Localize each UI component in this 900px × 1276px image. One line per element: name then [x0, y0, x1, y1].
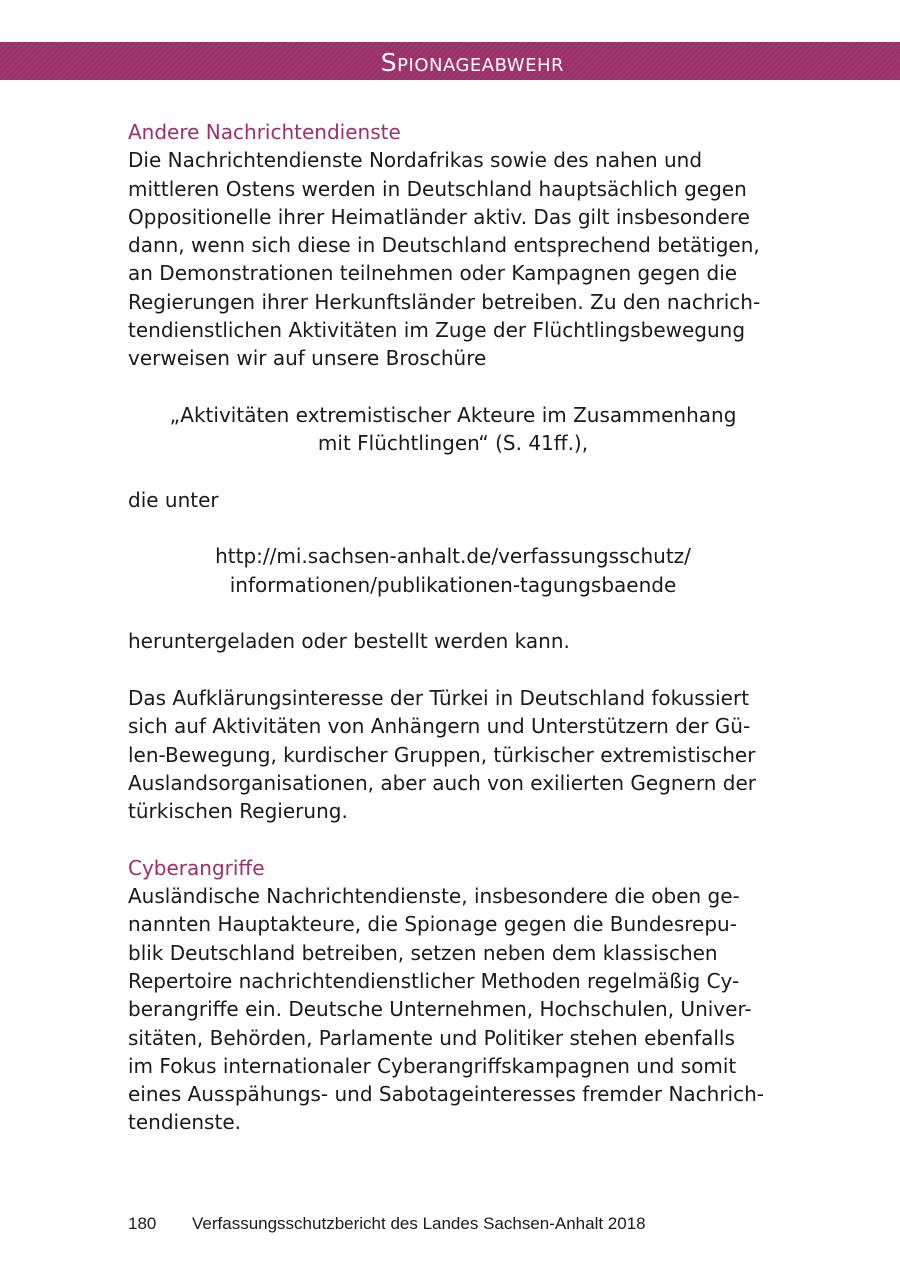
text-line: Repertoire nachrichtendienstlicher Methoden regelmäßig Cy- [128, 968, 740, 993]
publication-url[interactable] [128, 542, 778, 599]
page-body [128, 118, 778, 1137]
spacer [128, 514, 778, 542]
heading-andere-nachrichtendienste: Andere Nachrichtendienste [128, 120, 401, 144]
heading-cyberangriffe: Cyberangriffe [128, 855, 265, 880]
text-line: Regierungen ihrer Herkunftsländer betreiben. Zu den nachrich- [128, 289, 761, 314]
text-line: sitäten, Behörden, Parlamente und Politiker stehen ebenfalls [128, 1025, 735, 1050]
url-line: http://mi.sachsen-anhalt.de/verfassungsschutz/ [215, 544, 691, 569]
text-line: türkischen Regierung. [128, 799, 348, 824]
text-line: mit Flüchtlingen“ (S. 41ff.), [317, 431, 589, 456]
spacer [128, 825, 778, 853]
text-line: dann, wenn sich diese in Deutschland entsprechend betätigen, [128, 233, 760, 258]
text-line: sich auf Aktivitäten von Anhängern und Unterstützern der Gü- [128, 714, 751, 739]
text-line: an Demonstrationen teilnehmen oder Kampagnen gegen die [128, 261, 738, 286]
page-footer [128, 1213, 646, 1235]
text-line: Das Aufklärungsinteresse der Türkei in Deutschland fokussiert [128, 685, 750, 710]
text-line: im Fokus internationaler Cyberangriffskampagnen und somit [128, 1053, 737, 1078]
paragraph-nachrichtendienste-nordafrika [128, 146, 778, 372]
section-title: Spionageabwehr [380, 48, 564, 77]
spacer [128, 599, 778, 627]
paragraph-tuerkei [128, 684, 778, 825]
text-line: „Aktivitäten extremistischer Akteure im Zusammenhang [169, 402, 737, 427]
text-line: Auslandsorganisationen, aber auch von exilierten Gegnern der [128, 770, 757, 795]
text-line: blik Deutschland betreiben, setzen neben dem klassischen [128, 940, 718, 965]
text-line: len-Bewegung, kurdischer Gruppen, türkischer extremistischer [128, 742, 756, 767]
text-line: Die Nachrichtendienste Nordafrikas sowie des nahen und [128, 148, 703, 173]
url-line: informationen/publikationen-tagungsbaende [229, 572, 677, 597]
spacer [128, 373, 778, 401]
paragraph-cyberangriffe [128, 882, 778, 1137]
text-line: mittleren Ostens werden in Deutschland hauptsächlich gegen [128, 176, 747, 201]
text-line: eines Ausspähungs- und Sabotageinteresses fremder Nachrich- [128, 1082, 765, 1107]
link-intro-text: die unter [128, 487, 219, 512]
text-line: tendienstlichen Aktivitäten im Zuge der Flüchtlingsbewegung [128, 318, 746, 343]
spacer [128, 656, 778, 684]
page-number: 180 [128, 1214, 157, 1233]
text-line: tendienste. [128, 1110, 241, 1135]
text-line: verweisen wir auf unsere Broschüre [128, 346, 487, 371]
text-line: Oppositionelle ihrer Heimatländer aktiv. Das gilt insbesondere [128, 204, 750, 229]
text-line: Ausländische Nachrichtendienste, insbesondere die oben ge- [128, 884, 740, 909]
text-line: nannten Hauptakteure, die Spionage gegen die Bundesrepu- [128, 912, 737, 937]
publication-title: Verfassungsschutzbericht des Landes Sachsen-Anhalt 2018 [192, 1214, 646, 1233]
text-line: berangriffe ein. Deutsche Unternehmen, Hochschulen, Univer- [128, 997, 752, 1022]
brochure-title-quote [128, 401, 778, 458]
spacer [128, 458, 778, 486]
link-outro-text: heruntergeladen oder bestellt werden kann. [128, 629, 570, 654]
